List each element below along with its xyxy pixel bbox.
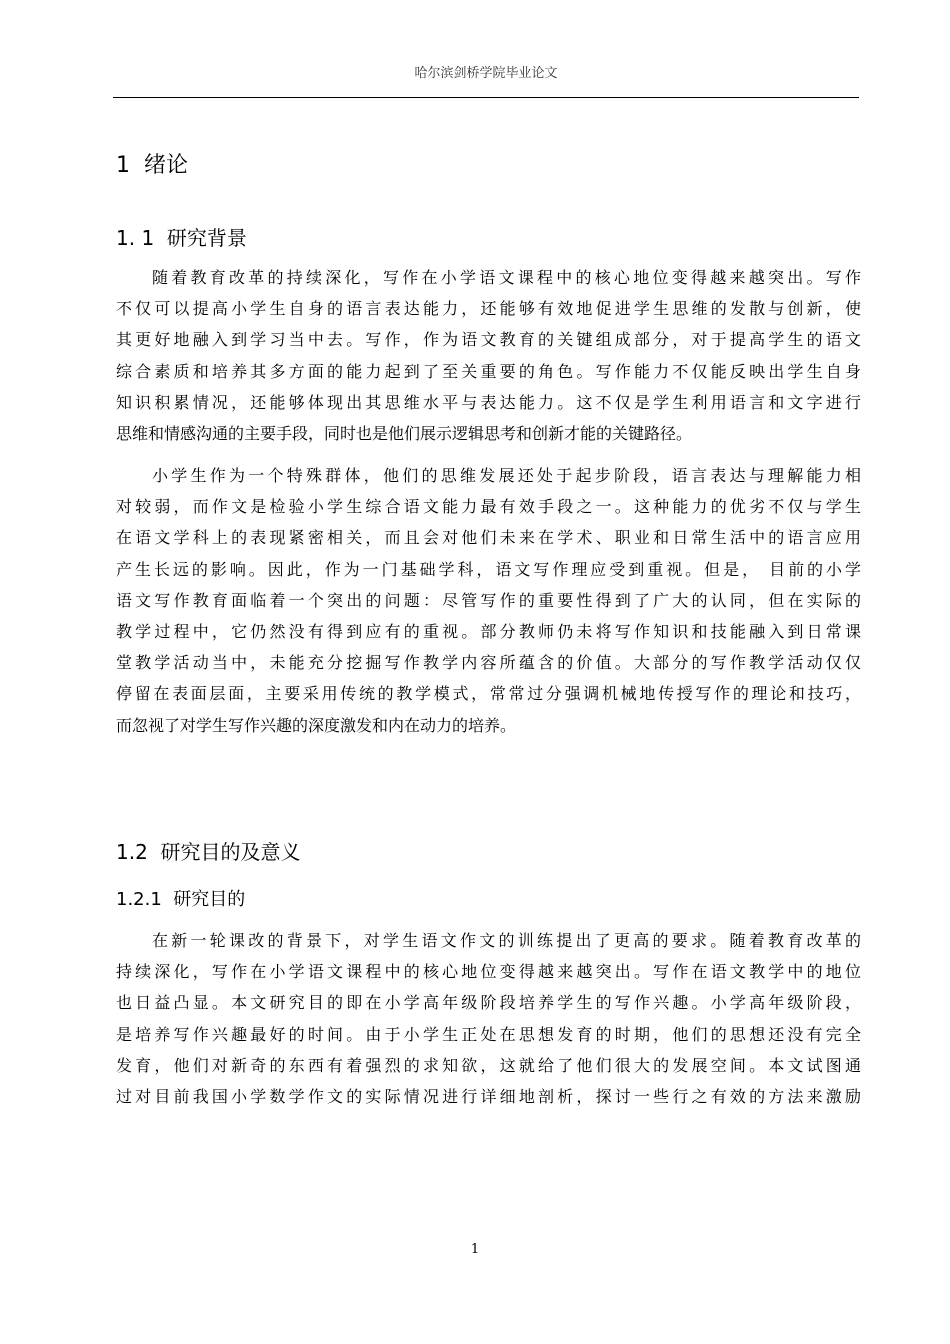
running-header: 哈尔滨剑桥学院毕业论文: [414, 66, 558, 81]
section-title-1-1: 1. 1 研究背景: [116, 226, 247, 250]
text-line: 而忽视了对学生写作兴趣的深度激发和内在动力的培养。: [116, 715, 517, 735]
text-line: 教学过程中，它仍然没有得到应有的重视。部分教师仍未将写作知识和技能融入到日常课: [116, 621, 861, 641]
paragraph-background-2: [116, 460, 861, 741]
text-line: 语文写作教育面临着一个突出的问题：尽管写作的重要性得到了广大的认同，但在实际的: [116, 590, 861, 610]
text-line: 在新一轮课改的背景下，对学生语文作文的训练提出了更高的要求。随着教育改革的: [152, 931, 861, 950]
chapter-title: 1 绪论: [116, 153, 188, 178]
text-line: 思维和情感沟通的主要手段，同时也是他们展示逻辑思考和创新才能的关键路径。: [116, 423, 693, 443]
paragraph-purpose: [116, 925, 861, 1112]
subsection-title-1-2-1: 1.2.1 研究目的: [116, 889, 246, 910]
text-line: 小学生作为一个特殊群体，他们的思维发展还处于起步阶段，语言表达与理解能力相: [152, 466, 861, 485]
text-line: 停留在表面层面，主要采用传统的教学模式，常常过分强调机械地传授写作的理论和技巧，: [116, 684, 861, 704]
text-line: 对较弱，而作文是检验小学生综合语文能力最有效手段之一。这种能力的优劣不仅与学生: [116, 497, 861, 517]
text-line: 综合素质和培养其多方面的能力起到了至关重要的角色。写作能力不仅能反映出学生自身: [116, 361, 861, 381]
text-line: 是培养写作兴趣最好的时间。由于小学生正处在思想发育的时期，他们的思想还没有完全: [116, 1024, 861, 1044]
page-number: 1: [470, 1242, 480, 1257]
text-line: 在语文学科上的表现紧密相关，而且会对他们未来在学术、职业和日常生活中的语言应用: [116, 528, 861, 548]
text-line: 知识积累情况，还能够体现出其思维水平与表达能力。这不仅是学生利用语言和文字进行: [116, 392, 861, 412]
text-line: 也日益凸显。本文研究目的即在小学高年级阶段培养学生的写作兴趣。小学高年级阶段，: [116, 993, 861, 1013]
header-divider: [113, 97, 859, 98]
text-line: 过对目前我国小学数学作文的实际情况进行详细地剖析，探讨一些行之有效的方法来激励: [116, 1086, 861, 1106]
text-line: 堂教学活动当中，未能充分挖掘写作教学内容所蕴含的价值。大部分的写作教学活动仅仅: [116, 653, 861, 673]
text-line: 其更好地融入到学习当中去。写作，作为语文教育的关键组成部分，对于提高学生的语文: [116, 330, 861, 350]
text-line: 持续深化，写作在小学语文课程中的核心地位变得越来越突出。写作在语文教学中的地位: [116, 962, 861, 982]
text-line: 随着教育改革的持续深化，写作在小学语文课程中的核心地位变得越来越突出。写作: [152, 268, 861, 287]
text-line: 产生长远的影响。因此，作为一门基础学科，语文写作理应受到重视。但是， 目前的小学: [116, 559, 861, 579]
section-title-1-2: 1.2 研究目的及意义: [116, 840, 301, 864]
text-line: 发育，他们对新奇的东西有着强烈的求知欲，这就给了他们很大的发展空间。本文试图通: [116, 1055, 861, 1075]
paragraph-background-1: [116, 262, 861, 449]
text-line: 不仅可以提高小学生自身的语言表达能力，还能够有效地促进学生思维的发散与创新，使: [116, 299, 861, 319]
